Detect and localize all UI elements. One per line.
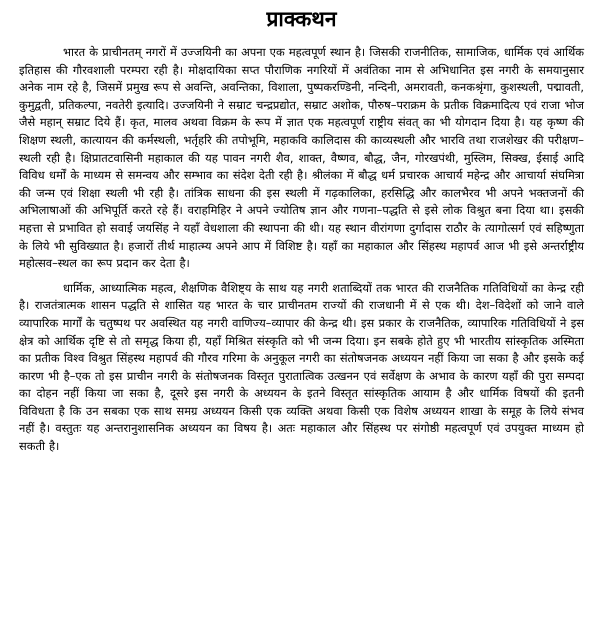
page-title: प्राक्कथन: [266, 7, 337, 31]
paragraph-1: भारत के प्राचीनतम् नगरों में उज्जयिनी का अपना एक महत्वपूर्ण स्थान है। जिसकी राजनीतिक, सामाजिक, धार्मिक एवं आर्थिक इतिहास की गौरवशाली परम्परा रही है। मोक्षदायिका सप्त पौराणिक नगरियों में अवंतिका नाम से अभिधानित इस नगरी के समयानुसार अनेक नाम रहे है, जिसमें प्रमुख रूप से अवन्ति, अवन्तिका, विशाला, पुष्पकरण्डिनी, नन्दिनी, अमरावती, कनकश्रृंगा, कुशस्थली, पद्मावती, कुमुद्वती, प्रतिकल्पा, नवतेरी इत्यादि। उज्जयिनी ने सम्राट चन्द्रप्रद्योत, सम्राट अशोक, पौरुष–पराक्रम के प्रतीक विक्रमादित्य एवं राजा भोज जैसे महान् सम्राट दिये हैं। कृत, मालव अथवा विक्रम के रूप में ज्ञात एक महत्वपूर्ण राष्ट्रीय संवत् का भी योगदान दिया है। यह कृष्ण की शिक्षण स्थली, कात्यायन की कर्मस्थली, भर्तृहरि की तपोभूमि, महाकवि कालिदास की काव्यस्थली और भारवि तथा राजशेखर की परीक्षण–स्थली रही है। क्षिप्रातटवासिनी महाकाल की यह पावन नगरी शैव, शाक्त, वैष्णव, बौद्ध, जैन, गोरखपंथी, मुस्लिम, सिक्ख, ईसाई आदि विविध धर्मों के माध्यम से समन्वय और सम्भाव का संदेश देती रही है। श्रीलंका में बौद्ध धर्म प्रचारक आचार्य महेन्द्र और आचार्या संघमित्रा की जन्म एवं शिक्षा स्थली भी रही है। तांत्रिक साधना की इस स्थली में गढ़कालिका, हरसिद्धि और कालभैरव भी अपने भक्तजनों की अभिलाषाओं की अभिपूर्ति करते रहे हैं। वराहमिहिर ने अपने ज्योतिष ज्ञान और गणना–पद्धति से इसे लोक विश्रुत बना दिया था। इसकी महत्ता से प्रभावित हो सवाई जयसिंह ने यहाँ वेधशाला की स्थापना की थी। यह स्थान वीरांगणा दुर्गादास राठौर के त्यागोत्सर्ग एवं सहिष्णुता के लिये भी सुविख्यात है। हजारों तीर्थ माहात्म्य अपने आप में विशिष्ट है। यहाँ का महाकाल और सिंहस्थ महापर्व आज भी इसे अन्तर्राष्ट्रीय महोत्सव–स्थल का रूप प्रदान कर देता है।: [19, 45, 584, 271]
paragraph-2: धार्मिक, आध्यात्मिक महत्व, शैक्षणिक वैशिष्ट्य के साथ यह नगरी शताब्दियों तक भारत की राजनैतिक गतिविधियों का केन्द्र रही है। राजतंत्रात्मक शासन पद्धति से शासित यह भारत के चार प्राचीनतम राज्यों की राजधानी में से एक थी। देश–विदेशों को जाने वाले व्यापारिक मार्गों के चतुष्पथ पर अवस्थित यह नगरी वाणिज्य–व्यापार की केन्द्र थी। इस प्रकार के राजनैतिक, व्यापारिक गतिविधियों ने इस क्षेत्र को आर्थिक दृष्टि से तो समृद्ध किया ही, यहाँ मिश्रित संस्कृति को भी जन्म दिया। इन सबके होते हुए भी भारतीय सांस्कृतिक अस्मिता का प्रतीक विश्व विश्रुत सिंहस्थ महापर्व की गौरव गरिमा के अनुकूल नगरी का संतोषजनक अध्ययन नहीं किया जा सका है और इसके कई कारण भी है–एक तो इस प्राचीन नगरी के संतोषजनक विस्तृत पुरातात्विक उत्खनन एवं सर्वेक्षण के अभाव के कारण यहाँ की पुरा सम्पदा का दोहन नहीं किया जा सका है, दूसरे इस नगरी के अध्ययन के इतने विस्तृत सांस्कृतिक आयाम है और धार्मिक विषयों की इतनी विविधता है कि उन सबका एक साथ समग्र अध्ययन किसी एक व्यक्ति अथवा किसी एक विशेष अध्ययन शाखा के समूह के लिये संभव नहीं है। वस्तुतः यह अन्तरानुशासनिक अध्ययन का विषय है। अतः महाकाल और सिंहस्थ पर संगोष्ठी महत्वपूर्ण एवं उपयुक्त माध्यम हो सकती है।: [19, 280, 584, 454]
